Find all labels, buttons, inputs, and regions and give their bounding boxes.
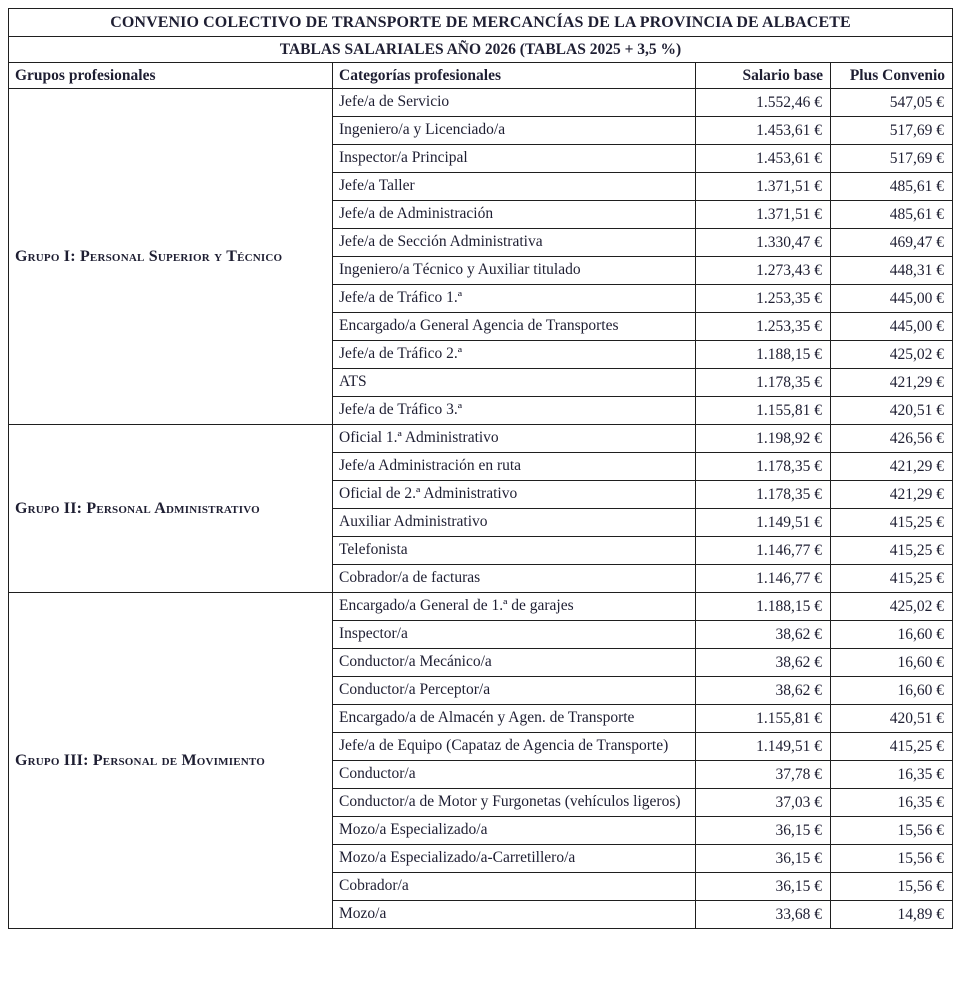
plus-convenio-cell: 15,56 €	[831, 817, 953, 845]
salario-base-cell: 33,68 €	[696, 901, 831, 929]
plus-convenio-cell: 485,61 €	[831, 173, 953, 201]
salario-base-cell: 1.155,81 €	[696, 397, 831, 425]
salario-base-cell: 1.149,51 €	[696, 733, 831, 761]
category-cell: Conductor/a Perceptor/a	[333, 677, 696, 705]
category-cell: Jefe/a de Tráfico 3.ª	[333, 397, 696, 425]
table-row	[9, 425, 953, 453]
document-title: CONVENIO COLECTIVO DE TRANSPORTE DE MERCANCÍAS DE LA PROVINCIA DE ALBACETE	[9, 9, 953, 37]
plus-convenio-cell: 16,60 €	[831, 677, 953, 705]
category-cell: Encargado/a General Agencia de Transportes	[333, 313, 696, 341]
category-cell: Jefe/a Taller	[333, 173, 696, 201]
column-header-salario-base: Salario base	[696, 63, 831, 89]
plus-convenio-cell: 15,56 €	[831, 873, 953, 901]
column-header-row	[9, 63, 953, 89]
group-label: Grupo III: Personal de Movimiento	[9, 593, 333, 929]
salario-base-cell: 38,62 €	[696, 621, 831, 649]
table-row	[9, 593, 953, 621]
group-label: Grupo I: Personal Superior y Técnico	[9, 89, 333, 425]
salario-base-cell: 36,15 €	[696, 873, 831, 901]
category-cell: Jefe/a de Tráfico 1.ª	[333, 285, 696, 313]
table-row	[9, 89, 953, 117]
salario-base-cell: 1.253,35 €	[696, 285, 831, 313]
salario-base-cell: 1.188,15 €	[696, 341, 831, 369]
salario-base-cell: 36,15 €	[696, 817, 831, 845]
category-cell: Mozo/a	[333, 901, 696, 929]
category-cell: Jefe/a de Equipo (Capataz de Agencia de Transporte)	[333, 733, 696, 761]
category-cell: Jefe/a de Tráfico 2.ª	[333, 341, 696, 369]
category-cell: Cobrador/a	[333, 873, 696, 901]
category-cell: ATS	[333, 369, 696, 397]
category-cell: Ingeniero/a Técnico y Auxiliar titulado	[333, 257, 696, 285]
document-subtitle: TABLAS SALARIALES AÑO 2026 (TABLAS 2025 + 3,5 %)	[9, 37, 953, 63]
plus-convenio-cell: 421,29 €	[831, 481, 953, 509]
salario-base-cell: 36,15 €	[696, 845, 831, 873]
plus-convenio-cell: 425,02 €	[831, 593, 953, 621]
plus-convenio-cell: 420,51 €	[831, 705, 953, 733]
plus-convenio-cell: 415,25 €	[831, 565, 953, 593]
salario-base-cell: 1.453,61 €	[696, 145, 831, 173]
salario-base-cell: 1.146,77 €	[696, 537, 831, 565]
plus-convenio-cell: 517,69 €	[831, 117, 953, 145]
category-cell: Auxiliar Administrativo	[333, 509, 696, 537]
salario-base-cell: 37,78 €	[696, 761, 831, 789]
plus-convenio-cell: 14,89 €	[831, 901, 953, 929]
plus-convenio-cell: 421,29 €	[831, 453, 953, 481]
plus-convenio-cell: 415,25 €	[831, 509, 953, 537]
plus-convenio-cell: 421,29 €	[831, 369, 953, 397]
plus-convenio-cell: 445,00 €	[831, 313, 953, 341]
category-cell: Jefe/a de Administración	[333, 201, 696, 229]
plus-convenio-cell: 16,60 €	[831, 649, 953, 677]
salario-base-cell: 1.330,47 €	[696, 229, 831, 257]
category-cell: Ingeniero/a y Licenciado/a	[333, 117, 696, 145]
salario-base-cell: 1.155,81 €	[696, 705, 831, 733]
category-cell: Encargado/a de Almacén y Agen. de Transporte	[333, 705, 696, 733]
column-header-plus-convenio: Plus Convenio	[831, 63, 953, 89]
category-cell: Inspector/a Principal	[333, 145, 696, 173]
salario-base-cell: 1.146,77 €	[696, 565, 831, 593]
plus-convenio-cell: 16,35 €	[831, 761, 953, 789]
salario-base-cell: 1.453,61 €	[696, 117, 831, 145]
category-cell: Conductor/a	[333, 761, 696, 789]
salario-base-cell: 38,62 €	[696, 649, 831, 677]
category-cell: Conductor/a de Motor y Furgonetas (vehículos ligeros)	[333, 789, 696, 817]
plus-convenio-cell: 485,61 €	[831, 201, 953, 229]
salario-base-cell: 1.371,51 €	[696, 173, 831, 201]
category-cell: Oficial de 2.ª Administrativo	[333, 481, 696, 509]
category-cell: Mozo/a Especializado/a	[333, 817, 696, 845]
salario-base-cell: 1.178,35 €	[696, 481, 831, 509]
salario-base-cell: 1.371,51 €	[696, 201, 831, 229]
plus-convenio-cell: 547,05 €	[831, 89, 953, 117]
title-row	[9, 9, 953, 37]
category-cell: Inspector/a	[333, 621, 696, 649]
salario-base-cell: 1.178,35 €	[696, 453, 831, 481]
plus-convenio-cell: 426,56 €	[831, 425, 953, 453]
plus-convenio-cell: 469,47 €	[831, 229, 953, 257]
salario-base-cell: 38,62 €	[696, 677, 831, 705]
plus-convenio-cell: 16,35 €	[831, 789, 953, 817]
salario-base-cell: 1.149,51 €	[696, 509, 831, 537]
salario-base-cell: 1.178,35 €	[696, 369, 831, 397]
salario-base-cell: 1.552,46 €	[696, 89, 831, 117]
salario-base-cell: 1.273,43 €	[696, 257, 831, 285]
salario-base-cell: 1.253,35 €	[696, 313, 831, 341]
category-cell: Oficial 1.ª Administrativo	[333, 425, 696, 453]
category-cell: Conductor/a Mecánico/a	[333, 649, 696, 677]
salario-base-cell: 1.198,92 €	[696, 425, 831, 453]
plus-convenio-cell: 517,69 €	[831, 145, 953, 173]
plus-convenio-cell: 415,25 €	[831, 733, 953, 761]
salario-base-cell: 37,03 €	[696, 789, 831, 817]
plus-convenio-cell: 415,25 €	[831, 537, 953, 565]
category-cell: Jefe/a de Servicio	[333, 89, 696, 117]
plus-convenio-cell: 420,51 €	[831, 397, 953, 425]
salario-base-cell: 1.188,15 €	[696, 593, 831, 621]
plus-convenio-cell: 16,60 €	[831, 621, 953, 649]
category-cell: Jefe/a de Sección Administrativa	[333, 229, 696, 257]
salary-table-body	[9, 89, 953, 929]
group-label: Grupo II: Personal Administrativo	[9, 425, 333, 593]
column-header-categorias-profesionales: Categorías profesionales	[333, 63, 696, 89]
category-cell: Encargado/a General de 1.ª de garajes	[333, 593, 696, 621]
plus-convenio-cell: 448,31 €	[831, 257, 953, 285]
subtitle-row	[9, 37, 953, 63]
category-cell: Mozo/a Especializado/a-Carretillero/a	[333, 845, 696, 873]
category-cell: Telefonista	[333, 537, 696, 565]
plus-convenio-cell: 445,00 €	[831, 285, 953, 313]
plus-convenio-cell: 15,56 €	[831, 845, 953, 873]
salary-table	[8, 8, 953, 929]
plus-convenio-cell: 425,02 €	[831, 341, 953, 369]
column-header-grupos-profesionales: Grupos profesionales	[9, 63, 333, 89]
category-cell: Jefe/a Administración en ruta	[333, 453, 696, 481]
category-cell: Cobrador/a de facturas	[333, 565, 696, 593]
